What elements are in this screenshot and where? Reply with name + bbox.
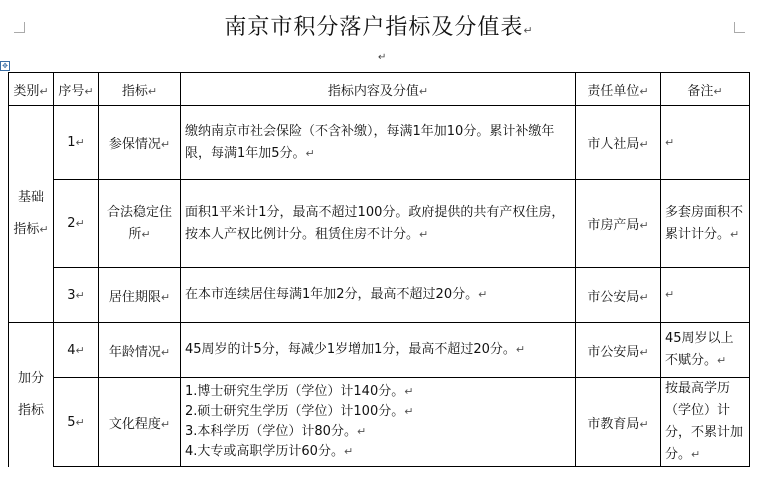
- indicator-table: [8, 72, 750, 467]
- row-seq: 3↵: [54, 268, 99, 323]
- table-row: [9, 268, 750, 323]
- row-remark: 多套房面积不累计计分。↵: [661, 180, 750, 268]
- row-remark: ↵: [661, 268, 750, 323]
- row-seq: 4↵: [54, 323, 99, 378]
- row-indicator: 文化程度↵: [99, 378, 181, 467]
- row-unit: 市人社局↵: [576, 106, 661, 180]
- row-indicator: 年龄情况↵: [99, 323, 181, 378]
- row-indicator: 参保情况↵: [99, 106, 181, 180]
- row-seq: 5↵: [54, 378, 99, 467]
- category-bonus: 加分 指标: [9, 323, 54, 467]
- table-row: [9, 106, 750, 180]
- row-content: 缴纳南京市社会保险（不含补缴），每满1年加10分。累计补缴年限，每满1年加5分。↵: [181, 106, 576, 180]
- category-basic: 基础 指标↵: [9, 106, 54, 323]
- row-content: 45周岁的计5分，每减少1岁增加1分，最高不超过20分。↵: [181, 323, 576, 378]
- row-indicator: 居住期限↵: [99, 268, 181, 323]
- row-seq: 1↵: [54, 106, 99, 180]
- return-mark: ↵: [378, 52, 387, 63]
- title-text: 南京市积分落户指标及分值表: [224, 15, 524, 40]
- header-category: 类别↵: [9, 73, 54, 106]
- row-remark: ↵: [661, 106, 750, 180]
- table-row: [9, 323, 750, 378]
- header-row: [9, 73, 750, 106]
- return-mark: ↵: [523, 24, 534, 37]
- row-content: 在本市连续居住每满1年加2分，最高不超过20分。↵: [181, 268, 576, 323]
- header-content: 指标内容及分值↵: [181, 73, 576, 106]
- row-content: 面积1平米计1分，最高不超过100分。政府提供的共有产权住房，按本人产权比例计分。租赁住房不计分。↵: [181, 180, 576, 268]
- table-anchor-icon[interactable]: ✥: [0, 61, 10, 71]
- table-row: [9, 180, 750, 268]
- document-title: [0, 10, 758, 41]
- header-unit: 责任单位↵: [576, 73, 661, 106]
- table-row: [9, 378, 750, 467]
- row-remark: 按最高学历（学位）计分，不累计加分。↵: [661, 378, 750, 467]
- row-content: 1.博士研究生学历（学位）计140分。↵ 2.硕士研究生学历（学位）计100分。↵ 3.本科学历（学位）计80分。↵ 4.大专或高职学历计60分。↵: [181, 378, 576, 467]
- row-seq: 2↵: [54, 180, 99, 268]
- row-unit: 市房产局↵: [576, 180, 661, 268]
- row-remark: 45周岁以上不赋分。↵: [661, 323, 750, 378]
- header-remark: 备注↵: [661, 73, 750, 106]
- row-unit: 市公安局↵: [576, 323, 661, 378]
- header-seq: 序号↵: [54, 73, 99, 106]
- header-indicator: 指标↵: [99, 73, 181, 106]
- row-unit: 市教育局↵: [576, 378, 661, 467]
- row-indicator: 合法稳定住所↵: [99, 180, 181, 268]
- row-unit: 市公安局↵: [576, 268, 661, 323]
